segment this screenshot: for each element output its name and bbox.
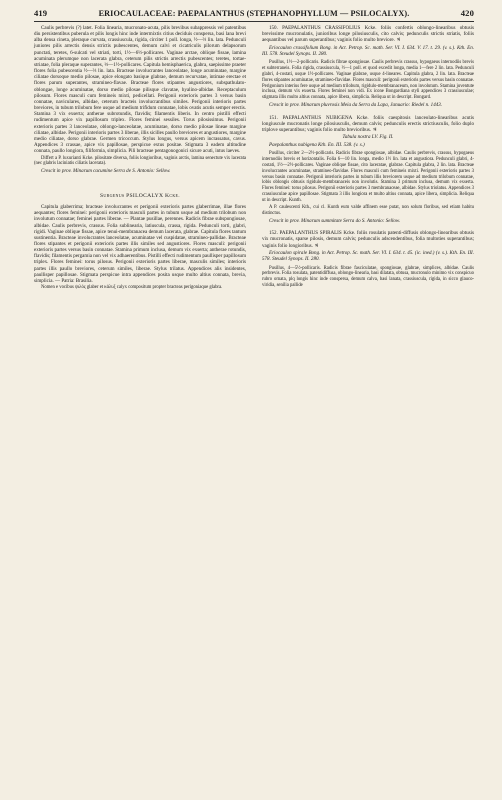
plate-reference-151: Tabula nostra LV. Fig. II.	[342, 134, 394, 141]
header-rule	[34, 21, 474, 22]
description-150: Pusillus, 1½—2-pollicaris. Radicis fibrae spongiosae. Caulis perbrevis crassus, hypogaeus internodiis brevis et subterraneis. Folia rigida, crassiuscula, ½—1 poll. et quod excedit longa, media 1—fere 2 lin. lata. Pedunculi glabri, 4-costati, usque 1½-pollicares. Vaginae glabrae, usque 4-lineares. Capitula glabra, 2 lin. lata. Bracteae flores stipantes acuminatae, stramineo-flavidae. Flores masculi: perigonii exterioris partes versus basin connatae. Perigonium interius fere usque ad medium trilobum, rigidulo-membranaceum, non involutum. Stamina juventute inclusa, demum vix exserta. Flores feminei non vidi. Ex icone Bongardiana styli appendices 3 crassiusculae; stigmata illis multo altius connata, apice libera, simplicia. Reliqua ut in descript. Bongard.	[262, 60, 474, 101]
page-number-right: 420	[460, 8, 474, 18]
left-column	[34, 25, 246, 293]
synonym-151: Paepalanthus nubigena Kth. En. III. 538. (v. s.)	[269, 141, 365, 148]
species-description-149: Caulis perbrevis (?) latet. Folia linearia, mucronato-acuta, pilis brevibus subappressis vel patentibus diu persistentibus puberula et pilis longis hinc inde intermixtis citius deciduis conspersa, basi lana brevi alba densa cineta, pleraque curvata, crassiuscula, rigida, circiter 1 poll. longa, ½—⅔ lin. lata. Pedunculi juniores pilis arrectis densis strictis pubescentes, demum calvi et cicatriculis pilorum delapsorum punctati, teretes, 6-sulcati vel striati, torti, 1½—6½-pollicares. Vaginae arctae, oblique fissae, lamina acuminata plerumque non lacerata glabra, ceterum pilis strictis arrectis pubescentes; teretes, tortae-striatae, folia pleraque superantes, ⅓—1½-pollicares. Capitula hemisphaerica, glabra, saepissime praeter flores folia pubescentia ½—⅔ lin. lata. Bracteae involucrantes lanceolatae, longe acuminatae, margine ciliatae dorsoque medio pilosae, apice elongato basique glabrae, demum recurvatae, intimae erectae et flores parum superantes, stramineo-flavae. Bracteae flores stipantes angustiores, subspathulato-oblongae, longe acuminatae, dorso medio pilosae pilisque clavatae, hyalino-albidae. Receptaculum pilosum. Flores masculi cum femineis mixti, pedicellati. Perigonii exterioris partes 3 versus basin connatae, naviculares, albidae, ceterum bracteis involucrantibus similes. Perigonii interioris partes breviores, in tubum trilobum fere usque ad medium trifidum connatae, lobis ovatis acutis semper erectis. Stamina 3 vix exserta; antherae subrotundis, flavidis; filamentis liberis. In centro pistilli effecti rudimentum apice vix papillosum triplex. Flores feminei sessiles. Torus pilosissimus. Perigonii exterioris partes 3 lanceolatae, oblongo-lanceolatae, acuminatae, dorso medio pilosae lineae margine ciliatae, albidae. Perigonii interioris partes 3 liberae, illis sicilles paullo breviores et angustiores, margine medio ciliatae, dorso glabrae. Germen tricoccum. Stylus longus, versus apicem incrassatus, cavus. Appendices 3 crassae, apice vix papillosae, perspicue extus positae. Stigmata 3 eadem altitudine connata, paullo longiora, filiformia, simplicia. Pili bracteae pentagonogonici sicure acuti, intus laeves.	[34, 25, 246, 155]
synonym-152: Eriocaulon spirale Bong. in Act. Petrop. Sc. math. Ser. VI. I. 634. t. 45. (ic. ined.) (v. s.). Kth. En. III. 578. Steudel Synops. II. 280.	[262, 249, 474, 263]
running-title: ERIOCAULACEAE: PAEPALANTHUS (STEPHANOPHYLLUM — PSILOCALYX).	[98, 9, 410, 18]
etymology-note: Nomen e vocibus ψιλός glaber et κάλυξ calyx compositum propter bracteas perigoniaque glabra.	[41, 285, 223, 291]
species-heading-152: 152. PAEPALANTHUS SPIRALIS Kcke. foliis rosulatis patenti-diffusis oblongo-linearibus obtusis vix mucronatis, sparse pilosis, demum calvis; pedunculis adscendentibus, folia multoties superantibus; vaginis folio longioribus. ♃	[262, 230, 474, 249]
running-header	[34, 8, 474, 22]
synonym-150: Eriocaulon crassifolium Bong. in Act. Petrop. Sc. math. Ser. VI. I. 634. V. 17. t. 29. (v. s.). Kth. En. III. 578. Steudel Synops. II. 280.	[262, 44, 474, 57]
affinity-note-151: A P. caulescenti Kth., cui cl. Kunth eum valde affinem esse putat, non solum floribus, sed etiam habitu distinctus.	[262, 204, 474, 216]
description-151: Pusillus, circiter 2—2½-pollicaris. Radicis fibrae spongiosae, albidae. Caulis perbrevis, crassus, hypogaeus internodiis brevis et horizontalis. Folia 6—10 lin. longa, medio 1½ lin. lata et angustiora. Pedunculi glabri, 4-costati, 1½—2½-pollicares. Vaginae oblique fissae, cito laceratae, glabrae. Capitula glabra, 2 lin. lata. Bracteae involucrantes acuminatae, stramineo-flavidae. Flores masculi cum femineis mixti. Perigonii exterioris partes 3 versus basin connatae. Perigonii interioris partes in tubum illis breviorem usque ad medium trilobum connatae, lobis oblongis obtusis rigidulo-membranaceis non involutis. Stamina 3 primum inclusa, demum vix exserta. Flores feminei: torus pilosus. Perigonii exterioris partes 3 membranaceae, albidae. Stylus triolatus. Appendices 3 crassiusculae apice papillosae. Stigmata 3 illis longiora et multo altius connata, apice libera, simplicia. Reliqua ut in descript. Kunth.	[262, 151, 474, 203]
species-heading-150: 150. PAEPALANTHUS CRASSIFOLIUS Kcke. foliis confertis oblongo-linearibus obtusis brevissime mucronulatis, junioribus longe pilosiusculis, cito calvis; pedunculis strictis striatis, foliis aequantibus vel parum superantibus; vaginis folio multo breviore. ♃	[262, 25, 474, 44]
locality-149: Crescit in prov. Minarum cacumine Serra de S. Antonio: Sellow.	[41, 168, 171, 175]
locality-150: Crescit in prov. Minarum pluvrosis Meia da Serra da Lapa, Januario: Riedel n. 1443.	[269, 102, 443, 109]
species-heading-151: 151. PAEPALANTHUS NUBIGENA Kcke. foliis caespitosis lanceolato-linearibus acutis longiuscule mucronatis longe pilosiusculis, demum calvis; pedunculis erectis strictiusculis, folio duplo triplove superantibus; vaginis folio multo brevioribus. ♃	[262, 114, 474, 134]
right-column	[262, 25, 474, 290]
subgenus-heading: Subgenus PSILOCALYX Kcke.	[100, 192, 180, 199]
locality-151: Crescit in prov. Minarum summitate Serra do S. Antonio: Sellow.	[269, 217, 401, 224]
subgenus-diagnosis: Capitula glaberrima; bracteae involucrantes et perigonii exterioris partes glaberrimae, illae flores aequantes; flores feminei: perigonii exterioris masculi partes in tubum usque ad medium trilobum non involutum connatae; feminei partes liberae. — Plantae pusillae, perennes. Radicis fibrae subspongiosae, albidae. Caulis perbrevis, crassus. Folia sublinearia, latiuscula, crassa, rigida. Pedunculi torti, glabri, rigidi. Vaginae oblique fissae, apice tenui-membranacea demum lacerata, glabrae. Capitula flores tantum sustinentia. Bracteae involucrantes lanceolatae, acuminatae vel cuspidatae, stramineo-pallidae. Bracteae flores stipantes et perigonii exterioris partes illis similes sed angustiores. Flores masculi: perigonii exterioris partes versus basin connatae. Stamina primum inclusa, demum vix exserta; antherae rotundis, flavidis; filamentis pergamia non vel vix adhaerentibus. Pistilli effecti rudimentum paullisper papillosum triplex. Flores feminei: torus pilosus. Perigonii exterioris partes liberae, masculis similes; interioris partes illis paullo breviores, ceterum similes, liberae. Stylus trilatus. Appendices alis insidentes, paullisper papillosae. Stigmata perspicue intra appendices posita usque multo altius connata, brevia, simplicia. — Patria: Brasilia.	[34, 204, 246, 284]
differential-note: Differt a P. luxurianti Kcke. pilositate diversa, foliis longioribus, vaginis arctis, lamina senectute vix lacerata (nec glabris laciniatis ciliatis lacerata).	[34, 155, 246, 167]
page-number-left: 419	[34, 8, 48, 18]
description-152: Pusillus, 4—5½-pollicaris. Radicis fibrae fasciculatae, spongiosae, glabrae, simplices, albidae. Caulis perbrevis. Folia rosulata, patentidiffusa, oblongo-linearia, basi dilatata, obtusa, mucronulo minimo vix conspicuo rubro ornata, plq longis hinc inde conspersa, demum calva, basi lanata, crassiuscula, rigida, in sicco glauco-viridia, senilia pallide	[262, 265, 474, 288]
